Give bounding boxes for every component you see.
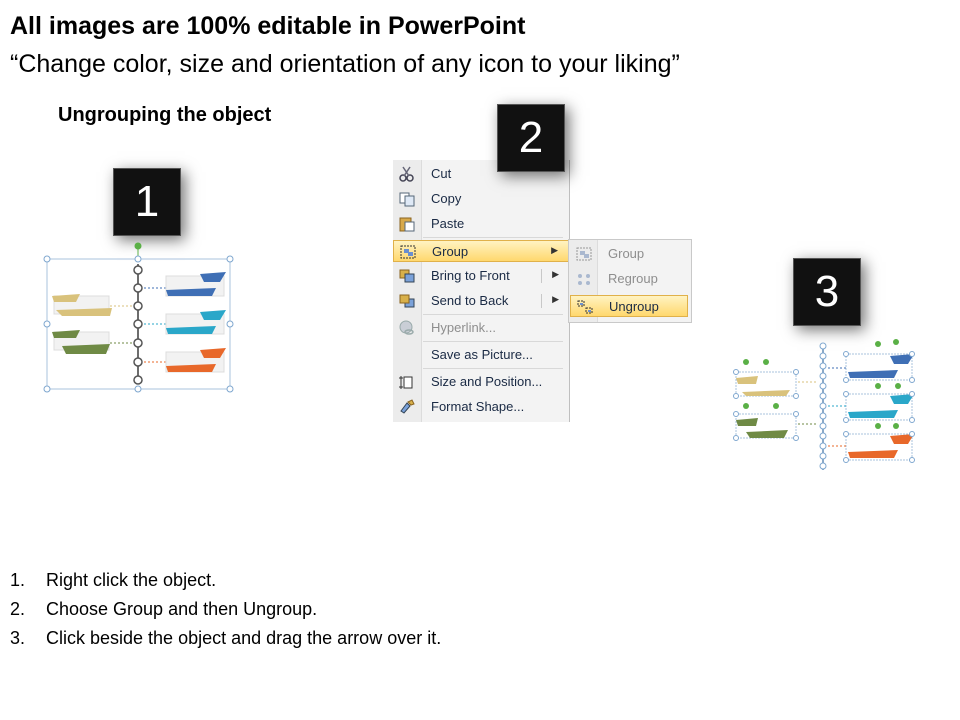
- step-3-number: 3: [814, 267, 840, 316]
- menu-split-divider: [541, 294, 542, 308]
- menu-item-label: Regroup: [608, 271, 658, 286]
- instruction-2: [10, 599, 317, 620]
- menu-item-bring-to-front[interactable]: [393, 265, 569, 287]
- hyperlink-icon: [398, 320, 416, 336]
- step-1-number: 1: [134, 177, 160, 226]
- regroup-icon: [575, 271, 593, 287]
- left-piece-tan: [736, 372, 818, 396]
- menu-item-label: Hyperlink...: [431, 320, 497, 335]
- instruction-number: 3.: [10, 628, 26, 648]
- menu-item-send-to-back[interactable]: [393, 290, 569, 312]
- instruction-text: Click beside the object and drag the arrow over it.: [46, 628, 442, 648]
- send-back-icon: [398, 293, 416, 309]
- menu-item-group[interactable]: [393, 240, 569, 262]
- step-2-badge: [497, 104, 565, 172]
- instruction-1: [10, 570, 216, 591]
- left-piece-green: [736, 414, 818, 438]
- menu-item-label: Format Shape...: [431, 399, 525, 414]
- menu-item-hyperlink[interactable]: [393, 317, 569, 339]
- instruction-text: Right click the object.: [46, 570, 217, 590]
- menu-item-label: Group: [608, 246, 645, 261]
- scissors-icon: [398, 166, 416, 182]
- menu-separator: [423, 314, 563, 315]
- menu-item-label: Ungroup: [609, 299, 659, 314]
- ungrouped-object-graphic[interactable]: [728, 338, 920, 478]
- right-piece-blue: [828, 354, 914, 380]
- menu-item-paste[interactable]: [393, 213, 569, 235]
- menu-split-divider: [541, 269, 542, 283]
- menu-item-save-as-picture[interactable]: [393, 344, 569, 366]
- menu-item-label: Cut: [431, 166, 452, 181]
- instruction-text: Choose Group and then Ungroup.: [46, 599, 318, 619]
- group-icon: [399, 244, 417, 260]
- menu-item-label: Group: [432, 244, 469, 259]
- timeline-nodes: [134, 266, 142, 384]
- size-position-icon: [398, 374, 416, 390]
- submenu-item-regroup[interactable]: [570, 268, 688, 290]
- menu-item-size-and-position[interactable]: [393, 371, 569, 393]
- page-subtitle: “Change color, size and orientation of any icon to your liking”: [10, 50, 680, 78]
- right-banner-orange: [166, 348, 226, 372]
- menu-item-copy[interactable]: [393, 188, 569, 210]
- submenu-arrow-icon: ▶: [551, 245, 558, 255]
- rotate-handle[interactable]: [135, 243, 142, 250]
- menu-item-label: Copy: [431, 191, 462, 206]
- section-title: Ungrouping the object: [58, 104, 272, 126]
- right-banner-teal: [166, 310, 226, 334]
- submenu-arrow-icon[interactable]: ▶: [552, 269, 559, 279]
- menu-item-label: Send to Back: [431, 293, 509, 308]
- bring-front-icon: [398, 268, 416, 284]
- instruction-number: 2.: [10, 599, 26, 619]
- left-banner-tan: [52, 294, 112, 316]
- menu-separator: [423, 341, 563, 342]
- submenu-item-group[interactable]: [570, 243, 688, 265]
- right-handles[interactable]: [844, 352, 915, 463]
- step-3-badge: [793, 258, 861, 326]
- menu-item-label: Size and Position...: [431, 374, 543, 389]
- format-shape-icon: [398, 399, 416, 415]
- right-piece-teal: [828, 394, 914, 420]
- right-piece-orange: [828, 434, 914, 460]
- menu-item-format-shape[interactable]: [393, 396, 569, 418]
- step-1-badge: [113, 168, 181, 236]
- menu-item-label: Bring to Front: [431, 268, 510, 283]
- copy-icon: [398, 191, 416, 207]
- menu-item-label: Paste: [431, 216, 465, 231]
- instruction-3: [10, 628, 441, 649]
- context-menu: [393, 160, 570, 422]
- paste-icon: [398, 216, 416, 232]
- submenu-arrow-icon[interactable]: ▶: [552, 294, 559, 304]
- group-submenu: [568, 239, 692, 323]
- right-banner-blue: [166, 272, 226, 296]
- grouped-object-graphic[interactable]: [40, 240, 240, 395]
- submenu-item-ungroup[interactable]: [570, 295, 688, 317]
- page-title: All images are 100% editable in PowerPoint: [10, 12, 526, 40]
- left-banner-green: [52, 330, 110, 354]
- menu-separator: [423, 237, 563, 238]
- menu-item-label: Save as Picture...: [431, 347, 533, 362]
- instruction-number: 1.: [10, 570, 26, 590]
- menu-separator: [423, 368, 563, 369]
- step-2-number: 2: [518, 113, 544, 162]
- group-icon: [575, 246, 593, 262]
- ungroup-icon: [576, 299, 594, 315]
